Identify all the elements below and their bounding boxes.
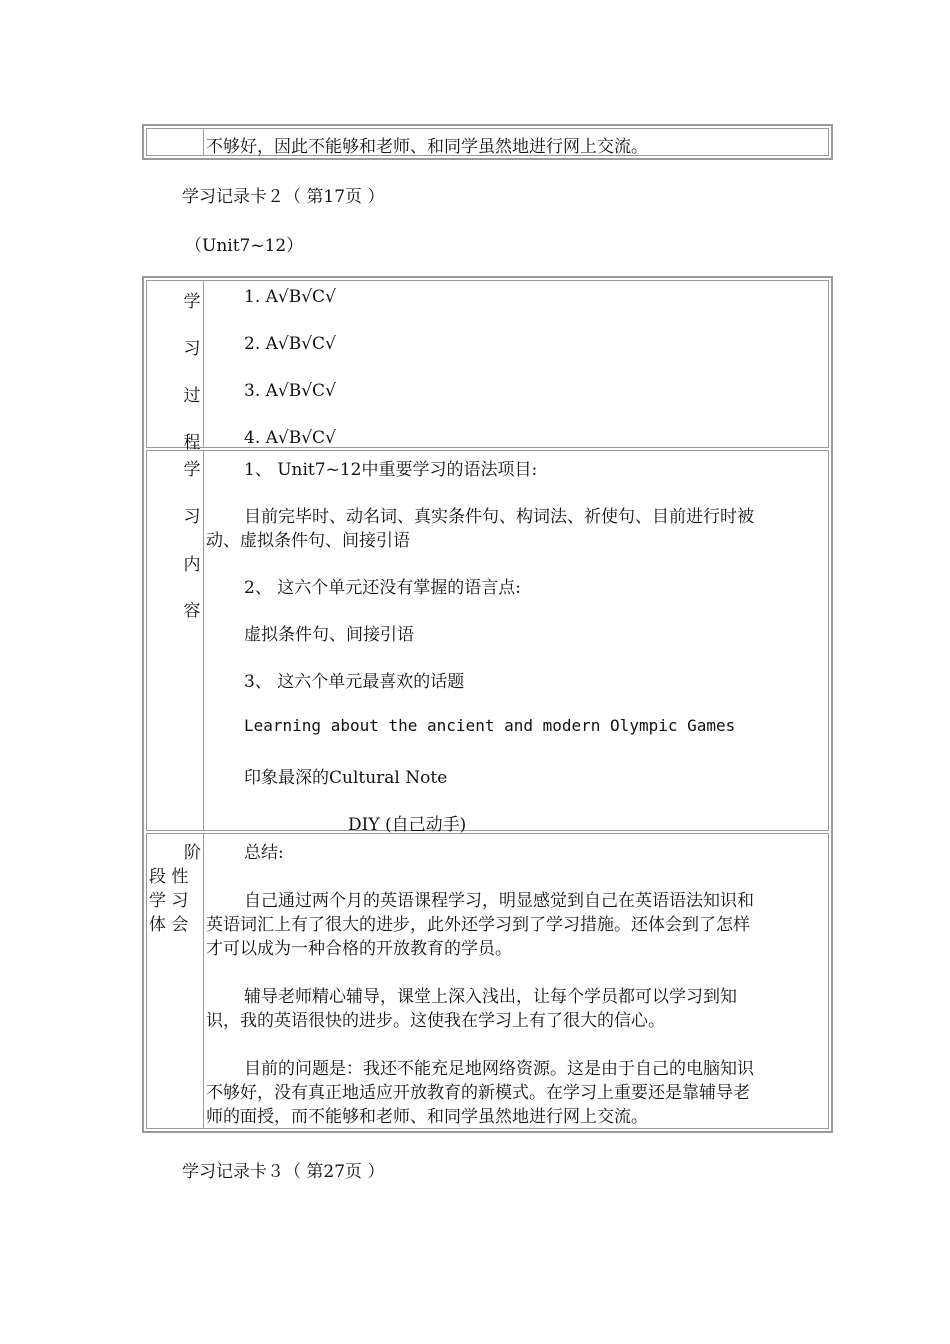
process-content-cell	[204, 281, 828, 447]
card2-table	[142, 276, 833, 1133]
card2-subheading: （Unit7~12）	[185, 236, 304, 256]
label-char: 习	[183, 339, 201, 359]
content-cell	[204, 129, 828, 155]
label-char: 习	[183, 507, 201, 527]
list-item: 3. A√B√C√	[244, 381, 336, 401]
experience-line: 自己通过两个月的英语课程学习，明显感觉到自己在英语语法知识和	[244, 891, 754, 911]
label-char: 阶	[184, 843, 201, 863]
table-row-content	[146, 450, 829, 835]
content-text-cell	[204, 451, 828, 835]
content-line: 虚拟条件句、间接引语	[244, 625, 414, 645]
label-char: 学	[183, 460, 201, 480]
content-line: 动、虚拟条件句、间接引语	[206, 531, 410, 551]
label-char: 学	[183, 292, 201, 312]
experience-line: 师的面授，而不能够和老师、和同学虽然地进行网上交流。	[206, 1107, 648, 1127]
top-table	[142, 124, 833, 160]
list-item: 2. A√B√C√	[244, 334, 336, 354]
label-char: 段 性	[149, 867, 189, 887]
experience-line: 辅导老师精心辅导，课堂上深入浅出，让每个学员都可以学习到知	[244, 987, 737, 1007]
list-item: 4. A√B√C√	[244, 428, 336, 448]
content-line: 印象最深的Cultural Note	[244, 768, 448, 788]
experience-line: 总结:	[244, 843, 284, 863]
list-item: 1. A√B√C√	[244, 287, 336, 307]
table-row-process	[146, 280, 829, 453]
label-char: 内	[183, 555, 201, 575]
content-line: 目前完毕时、动名词、真实条件句、构词法、祈使句、目前进行时被	[244, 507, 754, 527]
table-row	[146, 128, 829, 156]
content-line: 1、 Unit7~12中重要学习的语法项目:	[244, 460, 538, 480]
process-label-cell	[147, 281, 204, 453]
row-text: 不够好，因此不能够和老师、和同学虽然地进行网上交流。	[206, 137, 648, 157]
label-char: 容	[183, 601, 201, 621]
experience-line: 英语词汇上有了很大的进步，此外还学习到了学习措施。还体会到了怎样	[206, 915, 750, 935]
experience-line: 不够好，没有真正地适应开放教育的新模式。在学习上重要还是靠辅导老	[206, 1083, 750, 1103]
experience-label-cell	[147, 834, 204, 1128]
label-cell	[147, 129, 204, 155]
content-line: 2、 这六个单元还没有掌握的语言点:	[244, 578, 521, 598]
card3-heading: 学习记录卡３（ 第27页 ）	[182, 1162, 385, 1182]
label-char: 体 会	[149, 915, 189, 935]
card2-heading: 学习记录卡２（ 第17页 ）	[182, 187, 385, 207]
experience-text-cell	[204, 834, 828, 1128]
content-line: Learning about the ancient and modern Olympic Games	[244, 716, 736, 735]
label-char: 程	[183, 433, 201, 453]
content-label-cell	[147, 451, 204, 830]
experience-line: 目前的问题是：我还不能充足地网络资源。这是由于自己的电脑知识	[244, 1059, 754, 1079]
label-char: 学 习	[149, 891, 189, 911]
content-line: 3、 这六个单元最喜欢的话题	[244, 672, 465, 692]
table-row-experience	[146, 833, 829, 1129]
experience-line: 才可以成为一种合格的开放教育的学员。	[206, 939, 512, 959]
experience-line: 识，我的英语很快的进步。这使我在学习上有了很大的信心。	[206, 1011, 665, 1031]
content-line: DIY (自己动手)	[348, 815, 467, 835]
label-char: 过	[183, 386, 201, 406]
